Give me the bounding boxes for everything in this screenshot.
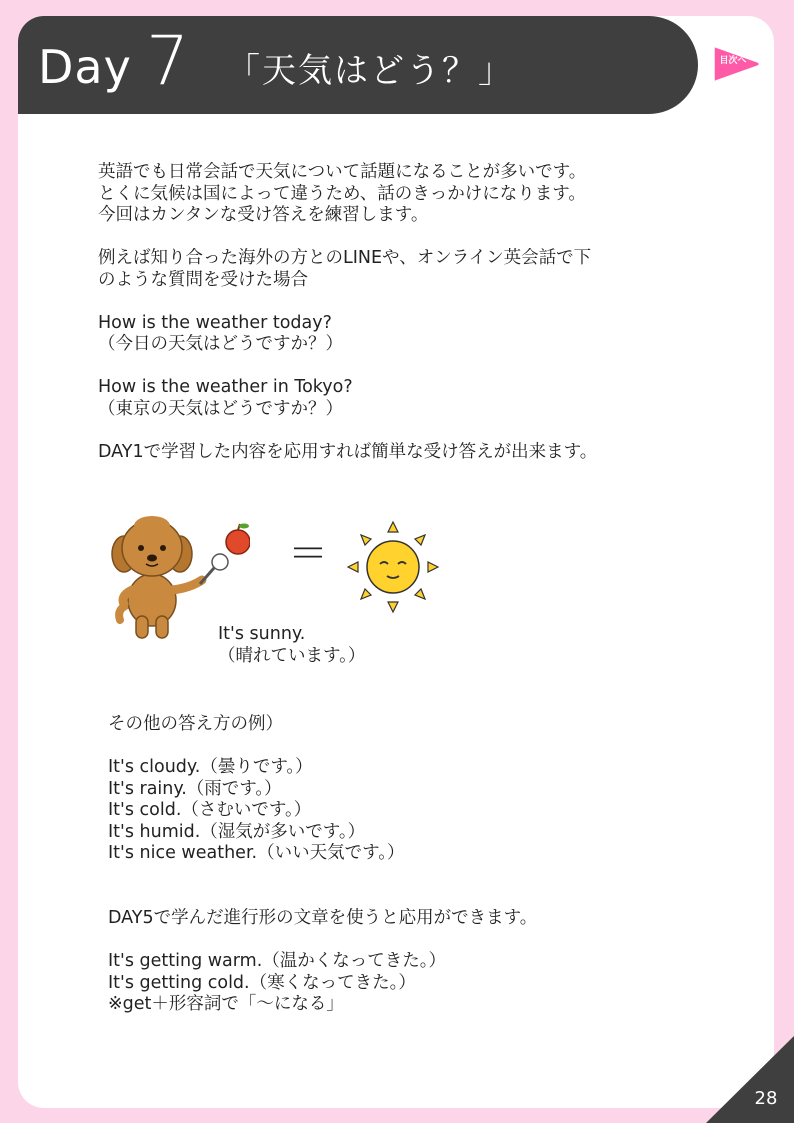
answer-item: It's cold.（さむいです。） (108, 800, 312, 820)
progressive-item: It's getting warm.（温かくなってきた。） (108, 951, 447, 971)
intro-line: 例えば知り合った海外の方とのLINEや、オンライン英会話で下 (98, 248, 592, 268)
page-sheet (18, 16, 774, 1108)
day1-note: DAY1で学習した内容を応用すれば簡単な受け答えが出来ます。 (98, 441, 598, 462)
day-number: 7 (146, 22, 190, 101)
intro-line: 今回はカンタンな受け答えを練習します。 (98, 205, 429, 225)
answer-item: It's nice weather.（いい天気です。） (108, 843, 405, 863)
answer-item: It's rainy.（雨です。） (108, 778, 282, 799)
day-label: Day (38, 40, 132, 94)
progressive-heading: DAY5で学んだ進行形の文章を使うと応用ができます。 (108, 908, 538, 928)
intro-line: のような質問を受けた場合 (98, 269, 308, 290)
question-en: How is the weather in Tokyo? (98, 377, 353, 397)
toc-button[interactable] (712, 44, 762, 84)
sunny-example (218, 624, 365, 667)
equals-sign: ＝ (288, 531, 328, 577)
answer-item: It's cloudy.（曇りです。） (108, 757, 313, 777)
intro-text (98, 162, 698, 463)
question-ja: （今日の天気はどうですか？） (98, 334, 343, 354)
illustration (110, 512, 450, 642)
page-title: 「天気はどう？」 (226, 51, 514, 91)
answer-item: It's humid.（湿気が多いです。） (108, 821, 366, 842)
intro-line: 英語でも日常会話で天気について話題になることが多いです。 (98, 162, 587, 182)
sun-icon (346, 520, 440, 614)
progressive-item: It's getting cold.（寒くなってきた。） (108, 972, 416, 993)
example-en: It's sunny. (218, 624, 306, 644)
question-ja: （東京の天気はどうですか？） (98, 398, 343, 419)
other-answers-heading: その他の答え方の例） (108, 714, 283, 734)
toc-label: 目次へ (719, 56, 747, 66)
progressive-note: ※get＋形容詞で「～になる」 (108, 994, 344, 1014)
intro-line: とくに気候は国によって違うため、話のきっかけになります。 (98, 183, 586, 204)
dog-with-apple-icon (110, 512, 250, 642)
page-number: 28 (754, 1088, 778, 1109)
question-en: How is the weather today? (98, 312, 332, 333)
progressive-section (108, 908, 708, 1016)
page-corner (706, 1036, 794, 1123)
day-header (18, 16, 698, 114)
example-ja: （晴れています。） (218, 645, 366, 666)
other-answers (108, 714, 708, 865)
